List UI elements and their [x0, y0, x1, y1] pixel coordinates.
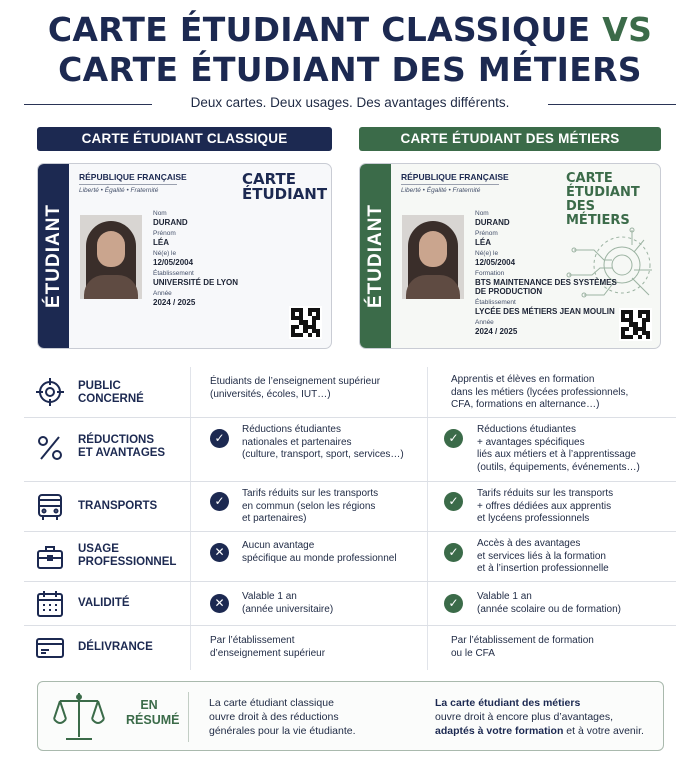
prenom-label: Prénom: [153, 230, 176, 237]
target-icon: [35, 377, 65, 407]
subtitle-row: [24, 94, 676, 114]
row-label-line-2: CONCERNÉ: [78, 393, 144, 405]
classic-student-card: [37, 163, 332, 349]
summary-label-line-2: RÉSUMÉ: [126, 713, 180, 727]
cell-line: liés aux métiers et à l’apprentissage: [477, 449, 636, 460]
check-icon: ✓: [444, 492, 463, 511]
row-label: [78, 380, 144, 406]
classic-cell: [242, 540, 397, 565]
cell-line: Tarifs réduits sur les transports: [477, 488, 614, 499]
naissance-value: 12/05/2004: [153, 258, 194, 267]
summary-label: [126, 698, 180, 728]
etab-label: Établissement: [475, 299, 516, 306]
card-fields: [475, 210, 617, 339]
cell-line: Accès à des avantages: [477, 538, 581, 549]
row-transports: [24, 482, 676, 532]
etab-value: UNIVERSITÉ DE LYON: [153, 278, 239, 287]
cell-line: (année scolaire ou de formation): [477, 603, 621, 615]
check-icon: ✓: [444, 429, 463, 448]
cell-line: + offres dédiées aux apprentis: [477, 500, 612, 512]
briefcase-icon: [35, 542, 65, 572]
cross-icon: ✕: [210, 543, 229, 562]
cell-line: Étudiants de l’enseignement supérieur: [210, 376, 381, 387]
naissance-label: Né(e) le: [475, 250, 499, 257]
check-icon: ✓: [444, 594, 463, 613]
card-title: [242, 172, 327, 202]
cell-line: CFA, formations en alternance…): [451, 399, 600, 410]
row-label: [78, 543, 176, 569]
check-icon: ✓: [444, 543, 463, 562]
cell-line: (culture, transport, sport, services…): [242, 449, 404, 460]
check-icon: ✓: [210, 429, 229, 448]
cell-line: et lycéens professionnels: [477, 513, 590, 524]
formation-value-1: BTS MAINTENANCE DES SYSTÈMES: [475, 278, 617, 287]
cell-line: Valable 1 an: [242, 591, 297, 602]
republic-label: RÉPUBLIQUE FRANÇAISE: [401, 172, 509, 182]
row-label: TRANSPORTS: [78, 500, 158, 512]
calendar-icon: [35, 589, 65, 619]
summary-box: [37, 681, 664, 751]
row-label-line-1: PUBLIC: [78, 380, 121, 392]
nom-label: Nom: [475, 210, 489, 217]
row-label: [78, 434, 165, 460]
header-classic-card: CARTE ÉTUDIANT CLASSIQUE: [37, 127, 332, 151]
cell-line: (universités, écoles, IUT…): [210, 388, 331, 400]
summary-line-bold: La carte étudiant des métiers: [435, 697, 581, 709]
page-title-line-1: [0, 10, 700, 49]
metiers-cell: [477, 538, 609, 576]
card-band: [360, 164, 391, 348]
row-validite: [24, 582, 676, 626]
summary-metiers: [435, 696, 644, 738]
title-vs: VS: [602, 10, 653, 49]
classic-cell: [242, 424, 404, 462]
row-label: VALIDITÉ: [78, 597, 130, 609]
annee-label: Année: [475, 319, 494, 326]
annee-label: Année: [153, 290, 172, 297]
naissance-value: 12/05/2004: [475, 258, 516, 267]
row-usage: [24, 532, 676, 582]
summary-line: ouvre droit à encore plus d’avantages,: [435, 711, 614, 723]
card-band: [38, 164, 69, 348]
metiers-cell: [477, 488, 613, 526]
cell-line: Valable 1 an: [477, 591, 532, 602]
cell-line: dans les métiers (lycées professionnels,: [451, 386, 629, 398]
cell-line: et à l’insertion professionnelle: [477, 563, 609, 574]
metiers-student-card: [359, 163, 661, 349]
naissance-label: Né(e) le: [153, 250, 177, 257]
subtitle: Deux cartes. Deux usages. Des avantages différents.: [190, 95, 510, 110]
row-label-line-1: RÉDUCTIONS: [78, 434, 155, 446]
summary-line: et à votre avenir.: [563, 725, 644, 737]
annee-value: 2024 / 2025: [153, 298, 196, 307]
classic-cell: [210, 376, 380, 401]
qr-code-icon: [289, 306, 322, 339]
cell-line: et services liés à la formation: [477, 550, 606, 562]
check-icon: ✓: [210, 492, 229, 511]
row-delivrance: [24, 626, 676, 670]
classic-cell: [242, 591, 333, 616]
cell-line: + avantages spécifiques: [477, 436, 585, 448]
cell-line: Apprentis et élèves en formation: [451, 374, 595, 385]
cell-line: en commun (selon les régions: [242, 500, 376, 512]
metiers-cell: [477, 591, 621, 616]
motto: Liberté • Égalité • Fraternité: [401, 187, 481, 194]
classic-cell: [210, 635, 325, 660]
summary-line: générales pour la vie étudiante.: [209, 725, 356, 737]
title-classic: CARTE ÉTUDIANT CLASSIQUE: [47, 10, 591, 49]
classic-cell: [242, 488, 378, 526]
formation-value-2: DE PRODUCTION: [475, 287, 543, 296]
nom-value: DURAND: [153, 218, 188, 227]
qr-code-icon: [619, 308, 652, 341]
card-fields: [153, 210, 238, 310]
cell-line: nationales et partenaires: [242, 436, 352, 448]
summary-line: La carte étudiant classique: [209, 697, 334, 709]
etab-value: LYCÉE DES MÉTIERS JEAN MOULIN: [475, 307, 615, 316]
cell-line: Par l’établissement de formation: [451, 635, 594, 646]
card-title-line-1: CARTE: [242, 170, 296, 188]
prenom-value: LÉA: [475, 238, 491, 247]
card-title-line-3: DES MÉTIERS: [566, 199, 630, 228]
motto: Liberté • Égalité • Fraternité: [79, 187, 159, 194]
band-text: ÉTUDIANT: [42, 203, 64, 309]
page-title-line-2: CARTE ÉTUDIANT DES MÉTIERS: [58, 50, 642, 89]
percent-icon: [35, 433, 65, 463]
summary-divider: [188, 692, 189, 742]
row-label-line-1: USAGE: [78, 543, 119, 555]
nom-value: DURAND: [475, 218, 510, 227]
cell-line: Par l’établissement: [210, 635, 295, 646]
metiers-cell: [477, 424, 640, 474]
card-title-line-2: ÉTUDIANT: [242, 185, 328, 203]
id-card-icon: [35, 633, 65, 663]
student-photo: [80, 215, 142, 299]
row-label-line-2: ET AVANTAGES: [78, 447, 166, 459]
cell-line: (année universitaire): [242, 603, 334, 615]
summary-classic: [209, 696, 356, 738]
republic-underline: [79, 184, 177, 185]
header-metiers-card: CARTE ÉTUDIANT DES MÉTIERS: [359, 127, 661, 151]
row-label: DÉLIVRANCE: [78, 641, 153, 653]
card-title-line-1: CARTE: [566, 171, 613, 186]
cell-line: Tarifs réduits sur les transports: [242, 488, 379, 499]
cell-line: ou le CFA: [451, 647, 495, 659]
republic-underline: [401, 184, 499, 185]
cell-line: et partenaires): [242, 513, 307, 524]
row-reductions: [24, 418, 676, 482]
republic-label: RÉPUBLIQUE FRANÇAISE: [79, 172, 187, 182]
cell-line: (outils, équipements, événements…): [477, 461, 640, 473]
scale-icon: [52, 689, 106, 745]
summary-line-bold: adaptés à votre formation: [435, 725, 564, 737]
metiers-cell: [451, 635, 594, 660]
student-photo: [402, 215, 464, 299]
cell-line: Réductions étudiantes: [242, 424, 341, 435]
cell-line: d’enseignement supérieur: [210, 647, 326, 659]
row-public: [24, 367, 676, 418]
cross-icon: ✕: [210, 594, 229, 613]
cell-line: Réductions étudiantes: [477, 424, 576, 435]
prenom-value: LÉA: [153, 238, 169, 247]
formation-label: Formation: [475, 270, 505, 277]
metiers-cell: [451, 374, 628, 412]
summary-line: ouvre droit à des réductions: [209, 711, 339, 723]
row-label-line-2: PROFESSIONNEL: [78, 556, 177, 568]
prenom-label: Prénom: [475, 230, 498, 237]
divider-right: [548, 104, 676, 105]
card-title-line-2: ÉTUDIANT: [566, 185, 640, 200]
bus-icon: [35, 492, 65, 522]
band-text: ÉTUDIANT: [364, 203, 386, 309]
nom-label: Nom: [153, 210, 167, 217]
cell-line: spécifique au monde professionnel: [242, 552, 397, 564]
etab-label: Établissement: [153, 270, 194, 277]
annee-value: 2024 / 2025: [475, 327, 518, 336]
cell-line: Aucun avantage: [242, 540, 315, 551]
summary-label-line-1: EN: [140, 698, 158, 712]
